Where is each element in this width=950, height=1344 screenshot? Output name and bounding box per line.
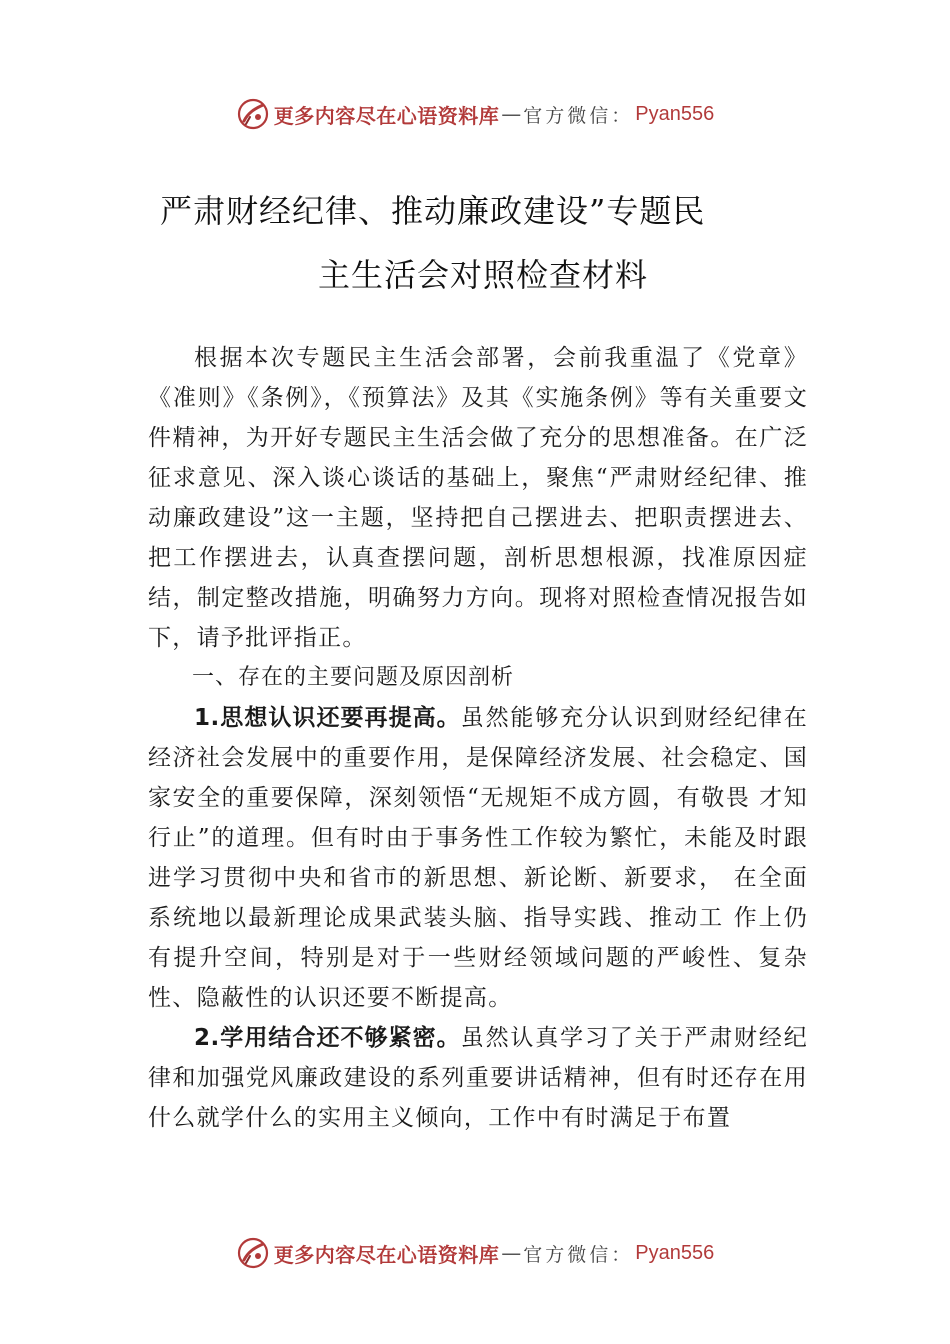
item-1-text: 虽然能够充分认识到财经纪律在经济社会发展中的重要作用，是保障经济发展、社会稳定、国家安全的重要保障，深刻领悟“无规矩不成方圆，有敬畏 才知行止”的道理。但有时由于事务性工作较为繁忙，未能及时跟进学习贯彻中央和省市的新思想、新论断、新要求， 在全面系统地以最新理论成果武装头脑、指导实践、推动工 作上仍有提升空间，特别是对于一些财经领域问题的严峻性、复杂性、隐蔽性的认识还要不断提高。: [148, 705, 809, 1011]
header-watermark: [0, 94, 950, 134]
watermark-wechat-id: Pyan556: [635, 102, 715, 125]
brush-logo-icon: [236, 1236, 270, 1270]
watermark-dash: —: [501, 1241, 522, 1265]
item-1-lead: 1.思想认识还要再提高。: [194, 705, 461, 731]
item-2-paragraph: [148, 1018, 808, 1138]
item-2-lead: 2.学用结合还不够紧密。: [194, 1025, 461, 1051]
footer-watermark: [0, 1233, 950, 1273]
watermark-brand: 更多内容尽在心语资料库: [273, 103, 500, 128]
document-title-line-2: 主生活会对照检查材料: [318, 256, 649, 294]
watermark-label: 官方微信：: [523, 1243, 634, 1266]
watermark-label: 官方微信：: [523, 104, 634, 127]
watermark-dash: —: [501, 102, 522, 126]
item-2-text: 虽然认真学习了关于严肃财经纪律和加强党风廉政建设的系列重要讲话精神，但有时还存在用什么就学什么的实用主义倾向，工作中有时满足于布置: [148, 1025, 809, 1131]
intro-paragraph: 根据本次专题民主生活会部署，会前我重温了《党章》《准则》《条例》，《预算法》及其《实施条例》等有关重要文件精神，为开好专题民主生活会做了充分的思想准备。在广泛征求意见、深入谈心谈话的基础上，聚焦“严肃财经纪律、推动廉政建设”这一主题，坚持把自己摆进去、把职责摆进去、把工作摆进去，认真查摆问题，剖析思想根源，找准原因症结，制定整改措施，明确努力方向。现将对照检查情况报告如下，请予批评指正。: [148, 345, 808, 651]
document-title-line-1: 严肃财经纪律、推动廉政建设”专题民: [160, 192, 706, 230]
item-1-paragraph: [148, 698, 808, 1018]
watermark-wechat-id: Pyan556: [635, 1241, 715, 1264]
section-heading: 一、存在的主要问题及原因剖析: [192, 665, 515, 690]
document-body: [148, 338, 808, 1138]
watermark-brand: 更多内容尽在心语资料库: [273, 1242, 500, 1267]
brush-logo-icon: [236, 97, 270, 131]
